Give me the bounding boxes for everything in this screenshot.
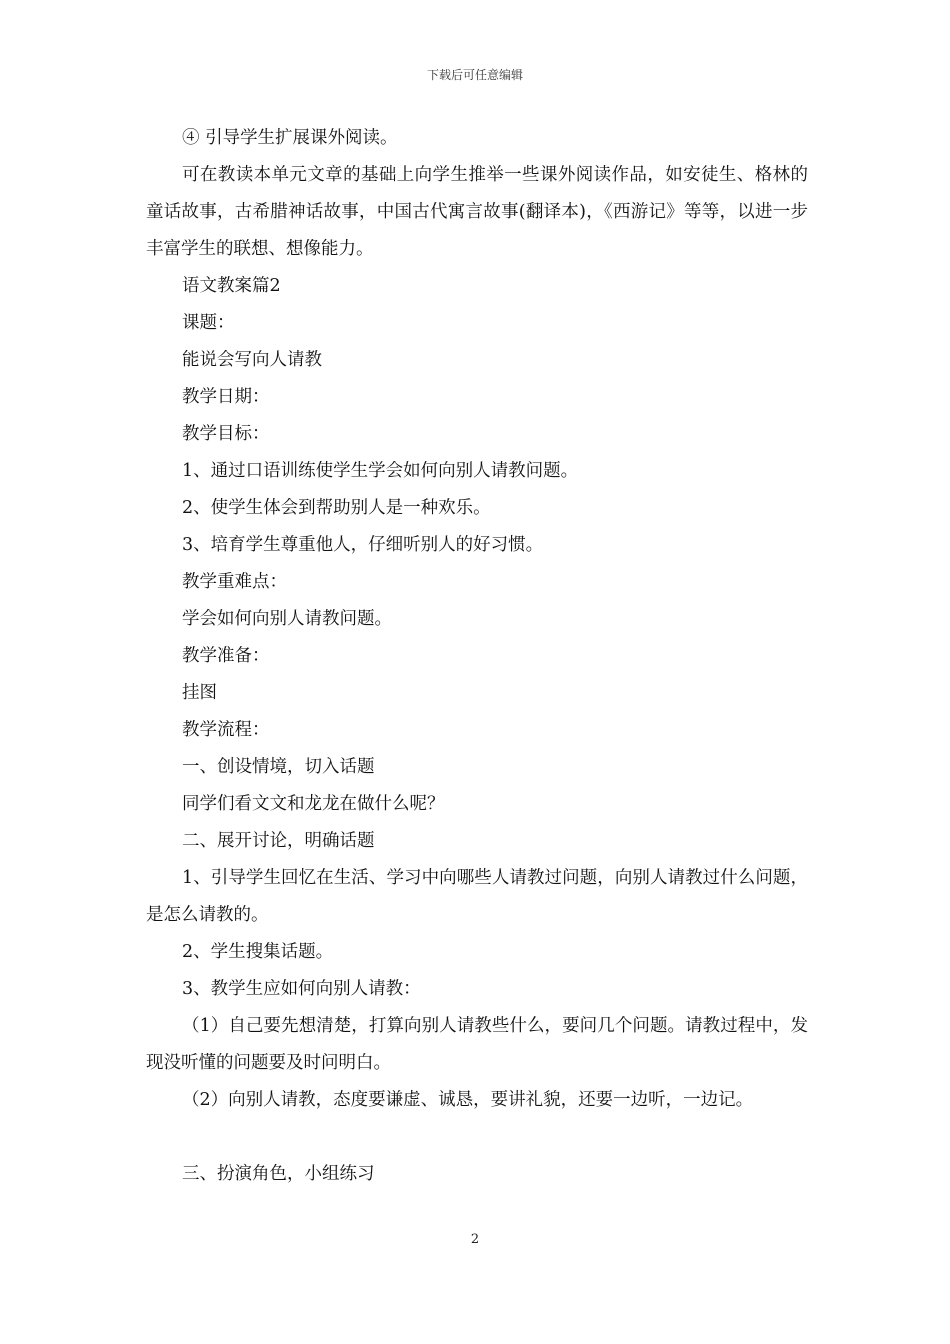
paragraph: 学会如何向别人请教问题。: [182, 609, 392, 629]
paragraph: 3、培育学生尊重他人，仔细听别人的好习惯。: [182, 535, 544, 555]
paragraph: 挂图: [182, 683, 217, 703]
paragraph: （1）自己要先想清楚，打算向别人请教些什么，要问几个问题。请教过程中，发现没听懂的问题要及时问明白。: [146, 1016, 808, 1073]
paragraph: 教学日期：: [182, 387, 270, 407]
page-number: 2: [470, 1232, 480, 1247]
paragraph: 二、展开讨论，明确话题: [182, 831, 375, 851]
paragraph: 同学们看文文和龙龙在做什么呢？: [182, 794, 445, 814]
paragraph: 教学目标：: [182, 424, 270, 444]
paragraph: 教学准备：: [182, 646, 270, 666]
paragraph: 能说会写向人请教: [182, 350, 322, 370]
paragraph: 一、创设情境，切入话题: [182, 757, 375, 777]
paragraph: 2、学生搜集话题。: [182, 942, 334, 962]
paragraph: 3、教学生应如何向别人请教：: [182, 979, 421, 999]
paragraph: 三、扮演角色，小组练习: [182, 1164, 375, 1184]
paragraph: 教学流程：: [182, 720, 270, 740]
paragraph: 可在教读本单元文章的基础上向学生推举一些课外阅读作品，如安徒生、格林的童话故事，古希腊神话故事，中国古代寓言故事(翻译本)，《西游记》等等，以进一步丰富学生的联想、想像能力。: [146, 165, 808, 259]
document-body: [146, 120, 808, 1193]
page-header: 下载后可任意编辑: [426, 68, 523, 82]
paragraph: ④ 引导学生扩展课外阅读。: [182, 128, 398, 148]
paragraph: 1、引导学生回忆在生活、学习中向哪些人请教过问题，向别人请教过什么问题，是怎么请教的。: [146, 868, 808, 925]
paragraph: 课题：: [182, 313, 235, 333]
paragraph: 2、使学生体会到帮助别人是一种欢乐。: [182, 498, 491, 518]
paragraph: 教学重难点：: [182, 572, 287, 592]
section-title: 语文教案篇2: [182, 276, 281, 296]
paragraph: 1、通过口语训练使学生学会如何向别人请教问题。: [182, 461, 579, 481]
paragraph: （2）向别人请教，态度要谦虚、诚恳，要讲礼貌，还要一边听，一边记。: [182, 1090, 754, 1110]
